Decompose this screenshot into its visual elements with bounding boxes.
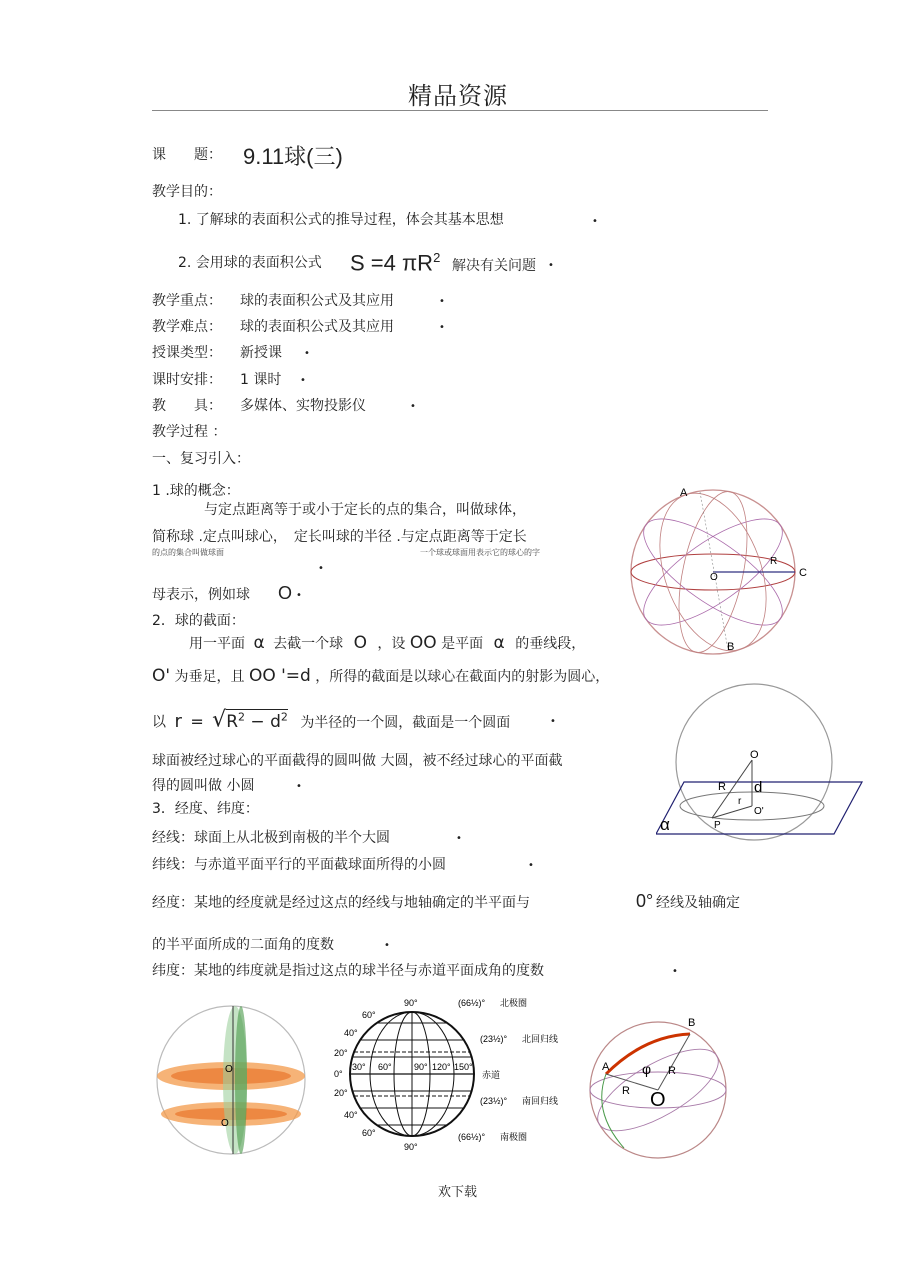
meridian-plane-2 — [235, 1006, 247, 1154]
lat-s20: 20° — [334, 1088, 348, 1098]
dot: • — [548, 260, 554, 271]
arctic-label: 北极圈 — [500, 998, 528, 1008]
equator-label: 赤道 — [482, 1070, 501, 1080]
label-O: O — [710, 572, 718, 583]
lon-150: 150° — [454, 1062, 473, 1072]
formula-exponent: 2 — [433, 250, 441, 265]
radicand-minus-d: − d — [245, 711, 281, 732]
section-line2-a: 为垂足，且 — [174, 669, 245, 685]
sphere-section-figure — [656, 676, 868, 842]
label-C: C — [799, 567, 807, 579]
tools-label: 教 具： — [152, 398, 222, 414]
radicand-r: R — [226, 711, 239, 732]
label-O-lower: O — [221, 1118, 229, 1129]
type-label: 授课类型： — [152, 345, 222, 361]
hours-value: 1 课时 — [240, 372, 282, 388]
label-phi: φ — [642, 1061, 652, 1077]
lat-n60: 60° — [362, 1010, 376, 1020]
lat-s60: 60° — [362, 1128, 376, 1138]
meridian-arc — [602, 1074, 624, 1148]
lat-n40: 40° — [344, 1028, 358, 1038]
cancer-label: 北回归线 — [522, 1034, 559, 1044]
process-label: 教学过程 ： — [152, 424, 227, 440]
label-P: P — [714, 820, 721, 831]
lon-60: 60° — [378, 1062, 392, 1072]
concept-line1: 与定点距离等于或小于定长的点的集合，叫做球体， — [204, 502, 526, 518]
exponent-2b: 2 — [280, 710, 288, 723]
lat-n20: 20° — [334, 1048, 348, 1058]
oo-segment: OO — [409, 633, 437, 653]
label-O: O — [650, 1089, 666, 1111]
objective-2-post: 解决有关问题 — [452, 258, 536, 274]
section-line1-e: 的垂线段， — [515, 636, 586, 652]
lesson-title: 9.11球(三) — [243, 144, 343, 169]
sphere-figure-1 — [612, 478, 812, 656]
lon-120: 120° — [432, 1062, 451, 1072]
label-alpha: α — [660, 815, 670, 834]
radius-r-line — [712, 806, 752, 818]
great-circle-3 — [667, 486, 760, 656]
concept-line3: 母表示，例如球 — [152, 587, 250, 603]
longitude-def-2: 经线及轴确定 — [656, 895, 740, 911]
longitude-def-1: 经度：某地的经度就是经过这点的经线与地轴确定的半平面与 — [152, 895, 530, 911]
radius-r: r — [174, 710, 182, 732]
concept-small-left: 的点的集合叫做球面 — [152, 548, 224, 557]
concept-small-right: 一个球或球面用表示它的球心的字 — [420, 548, 540, 557]
arctic-deg: (66½)° — [458, 998, 486, 1008]
label-A: A — [680, 487, 688, 499]
spherical-distance-figure — [584, 1012, 734, 1162]
label-R1: R — [668, 1065, 676, 1077]
label-r: r — [738, 796, 742, 807]
capricorn-label: 南回归线 — [522, 1096, 559, 1106]
dot: • — [528, 860, 534, 871]
antarctic-label: 南极圈 — [500, 1132, 528, 1142]
radius-OB — [658, 1034, 690, 1090]
label-B: B — [727, 641, 735, 653]
objective-1: 1. 了解球的表面积公式的推导过程，体会其基本思想 — [178, 212, 504, 228]
lesson-label: 课 题： — [152, 147, 222, 163]
footer-text: 欢下载 — [438, 1185, 478, 1200]
dot: • — [592, 216, 598, 227]
section-line3 — [152, 708, 510, 732]
objective-2-pre: 2. 会用球的表面积公式 — [178, 255, 322, 271]
longitude-zero: 0° — [636, 891, 654, 911]
dot: • — [410, 401, 416, 412]
equals: = — [190, 711, 204, 731]
dot: • — [318, 563, 324, 574]
label-A: A — [602, 1061, 610, 1073]
surface-formula — [350, 250, 440, 276]
header-title: 精品资源 — [408, 82, 508, 110]
section-line2-b: ，所得的截面是以球心在截面内的射影为圆心， — [315, 669, 610, 685]
key-value: 球的表面积公式及其应用 — [240, 293, 394, 309]
dot: • — [456, 833, 462, 844]
section1-heading: 一、复习引入： — [152, 451, 250, 467]
label-O-upper: O — [225, 1064, 233, 1075]
section-heading: 2．球的截面： — [152, 613, 245, 629]
parallel-def: 纬线：与赤道平面平行的平面截球面所得的小圆 — [152, 857, 446, 873]
difficulty-label: 教学难点： — [152, 319, 222, 335]
section-line2 — [152, 667, 609, 686]
section-line1-a: 用一平面 — [189, 636, 245, 652]
label-R2: R — [622, 1085, 630, 1097]
concept-ball-o: O — [278, 583, 293, 603]
axis-line — [700, 492, 728, 650]
globe-grid-figure — [326, 990, 586, 1154]
dot: • — [300, 375, 306, 386]
type-value: 新授课 — [240, 345, 282, 361]
dot: • — [384, 940, 390, 951]
concept-line2: 简称球 .定点叫球心， 定长叫球的半径 .与定点距离等于定长 — [152, 529, 527, 545]
section-line1-b: 去截一个球 — [273, 636, 344, 652]
great-circle-line2: 得的圆叫做 小圆 — [152, 778, 255, 794]
longitude-def-3: 的半平面所成的二面角的度数 — [152, 937, 334, 953]
hours-label: 课时安排： — [152, 372, 222, 388]
key-label: 教学重点： — [152, 293, 222, 309]
dot: • — [296, 781, 302, 792]
label-d: d — [754, 779, 763, 796]
meridian-def: 经线：球面上从北极到南极的半个大圆 — [152, 830, 390, 846]
capricorn-deg: (23½)° — [480, 1096, 508, 1106]
cancer-deg: (23½)° — [480, 1034, 508, 1044]
dot: • — [550, 716, 556, 727]
objectives-heading: 教学目的： — [152, 184, 222, 200]
lat-bottom: 90° — [404, 1142, 418, 1152]
latitude-def: 纬度：某地的纬度就是指过这点的球半径与赤道平面成角的度数 — [152, 963, 544, 979]
dot: • — [296, 590, 302, 601]
lat-top: 90° — [404, 998, 418, 1008]
exponent-2: 2 — [238, 710, 246, 723]
lat-s40: 40° — [344, 1110, 358, 1120]
lon-30: 30° — [352, 1062, 366, 1072]
latitude-discs-figure — [155, 1000, 315, 1160]
foot-o: O' — [152, 666, 171, 686]
great-circle-line1: 球面被经过球心的平面截得的圆叫做 大圆，被不经过球心的平面截 — [152, 753, 563, 769]
label-B: B — [688, 1017, 696, 1029]
lat-eq: 0° — [334, 1069, 343, 1079]
dot: • — [304, 348, 310, 359]
section-line3-a: 以 — [152, 714, 166, 731]
radicand — [226, 709, 288, 732]
section-line1-c: ，设 — [377, 636, 406, 652]
lon-90: 90° — [414, 1062, 428, 1072]
header-rule — [152, 110, 768, 111]
ball-o: O — [353, 633, 367, 653]
difficulty-value: 球的表面积公式及其应用 — [240, 319, 394, 335]
dot: • — [439, 296, 445, 307]
concept-heading: 1 .球的概念： — [152, 483, 240, 499]
dot: • — [672, 966, 678, 977]
label-R: R — [718, 781, 726, 793]
latlong-heading: 3．经度、纬度： — [152, 801, 259, 817]
section-line1 — [189, 634, 585, 653]
label-O-prime: O' — [754, 806, 764, 817]
alpha-symbol: α — [493, 633, 505, 653]
formula-body: S =4 πR — [350, 250, 434, 276]
antarctic-deg: (66½)° — [458, 1132, 486, 1142]
label-O: O — [750, 749, 759, 761]
alpha-symbol: α — [253, 633, 265, 653]
section-line3-b: 为半径的一个圆，截面是一个圆面 — [300, 714, 511, 731]
tools-value: 多媒体、实物投影仪 — [240, 398, 366, 414]
label-R: R — [770, 556, 778, 567]
oo-equals-d: OO '=d — [248, 666, 311, 686]
section-line1-d: 是平面 — [441, 636, 484, 652]
dot: • — [439, 322, 445, 333]
sqrt-sign: √ — [212, 707, 227, 733]
